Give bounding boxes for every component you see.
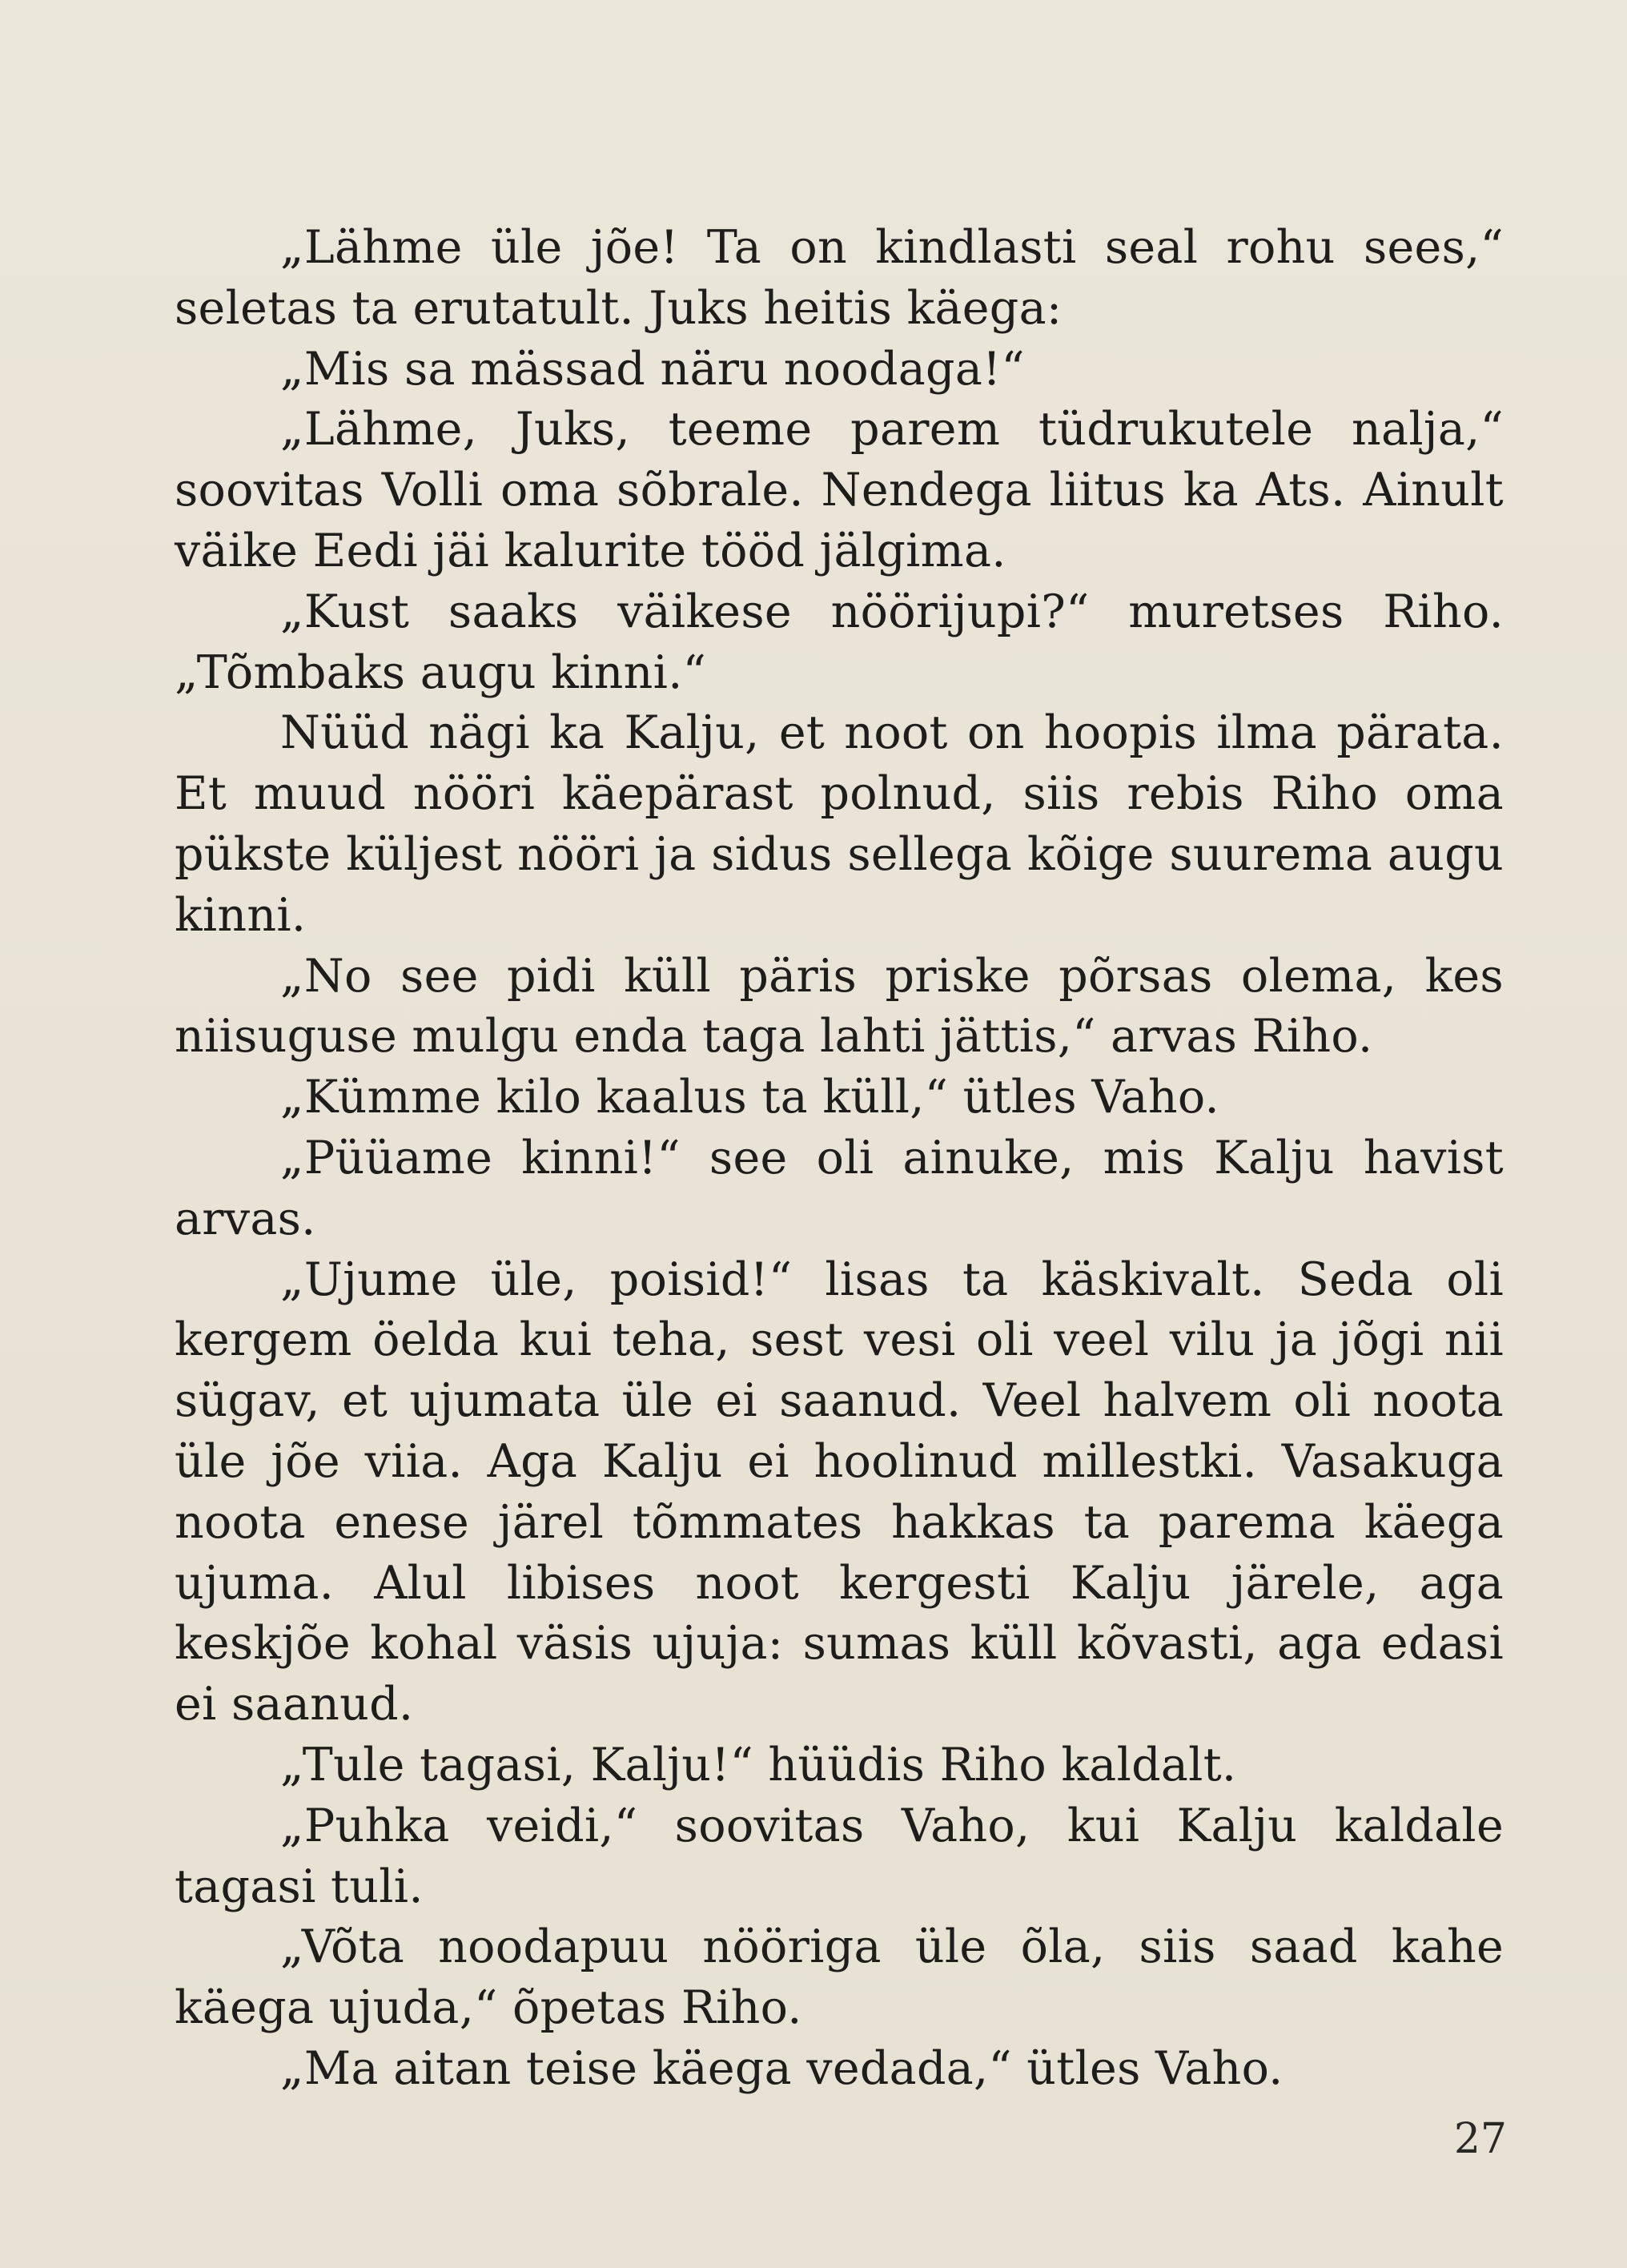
paragraph: „Tule tagasi, Kalju!“ hüüdis Riho kaldalt. bbox=[280, 1738, 1237, 1791]
body-text bbox=[175, 218, 1504, 2100]
paragraph: „Püüame kinni!“ see oli ainuke, mis Kalju havist arvas. bbox=[175, 1131, 1504, 1245]
page-number: 27 bbox=[1453, 2115, 1507, 2163]
paragraph: „Ma aitan teise käega vedada,“ ütles Vaho. bbox=[280, 2041, 1284, 2095]
paragraph: Nüüd nägi ka Kalju, et noot on hoopis ilma pärata. Et muud nööri käepärast polnud, siis rebis Riho oma pükste küljest nööri ja sidus sellega kõige suurema augu kinni. bbox=[175, 706, 1504, 942]
paragraph: „Kümme kilo kaalus ta küll,“ ütles Vaho. bbox=[280, 1071, 1219, 1124]
paragraph: „Võta noodapuu nööriga üle õla, siis saad kahe käega ujuda,“ õpetas Riho. bbox=[175, 1920, 1504, 2035]
paragraph: „Kust saaks väikese nöörijupi?“ muretses Riho. „Tõmbaks augu kinni.“ bbox=[175, 585, 1504, 699]
paragraph: „Lähme, Juks, teeme parem tüdrukutele nalja,“ soovitas Volli oma sõbrale. Nendega liitus ka Ats. Ainult väike Eedi jäi kalurite tööd jälgima. bbox=[175, 403, 1504, 577]
paragraph: „Mis sa mässad näru noodaga!“ bbox=[280, 342, 1025, 396]
paragraph: „No see pidi küll päris priske põrsas olema, kes niisuguse mulgu enda taga lahti jättis,“ arvas Riho. bbox=[175, 949, 1504, 1064]
paragraph: „Ujume üle, poisid!“ lisas ta käskivalt. Seda oli kergem öelda kui teha, sest vesi oli veel vilu ja jõgi nii sügav, et ujumata üle ei saanud. Veel halvem oli noota üle jõe viia. Aga Kalju ei hoolinud millestki. Vasakuga noota enese järel tõmmates hakkas ta parema käega ujuma. Alul libises noot kergesti Kalju järele, aga keskjõe kohal väsis ujuja: sumas küll kõvasti, aga edasi ei saanud. bbox=[175, 1253, 1504, 1731]
paragraph: „Puhka veidi,“ soovitas Vaho, kui Kalju kaldale tagasi tuli. bbox=[175, 1799, 1504, 1913]
paragraph: „Lähme üle jõe! Ta on kindlasti seal rohu sees,“ seletas ta erutatult. Juks heitis käega: bbox=[175, 221, 1504, 335]
